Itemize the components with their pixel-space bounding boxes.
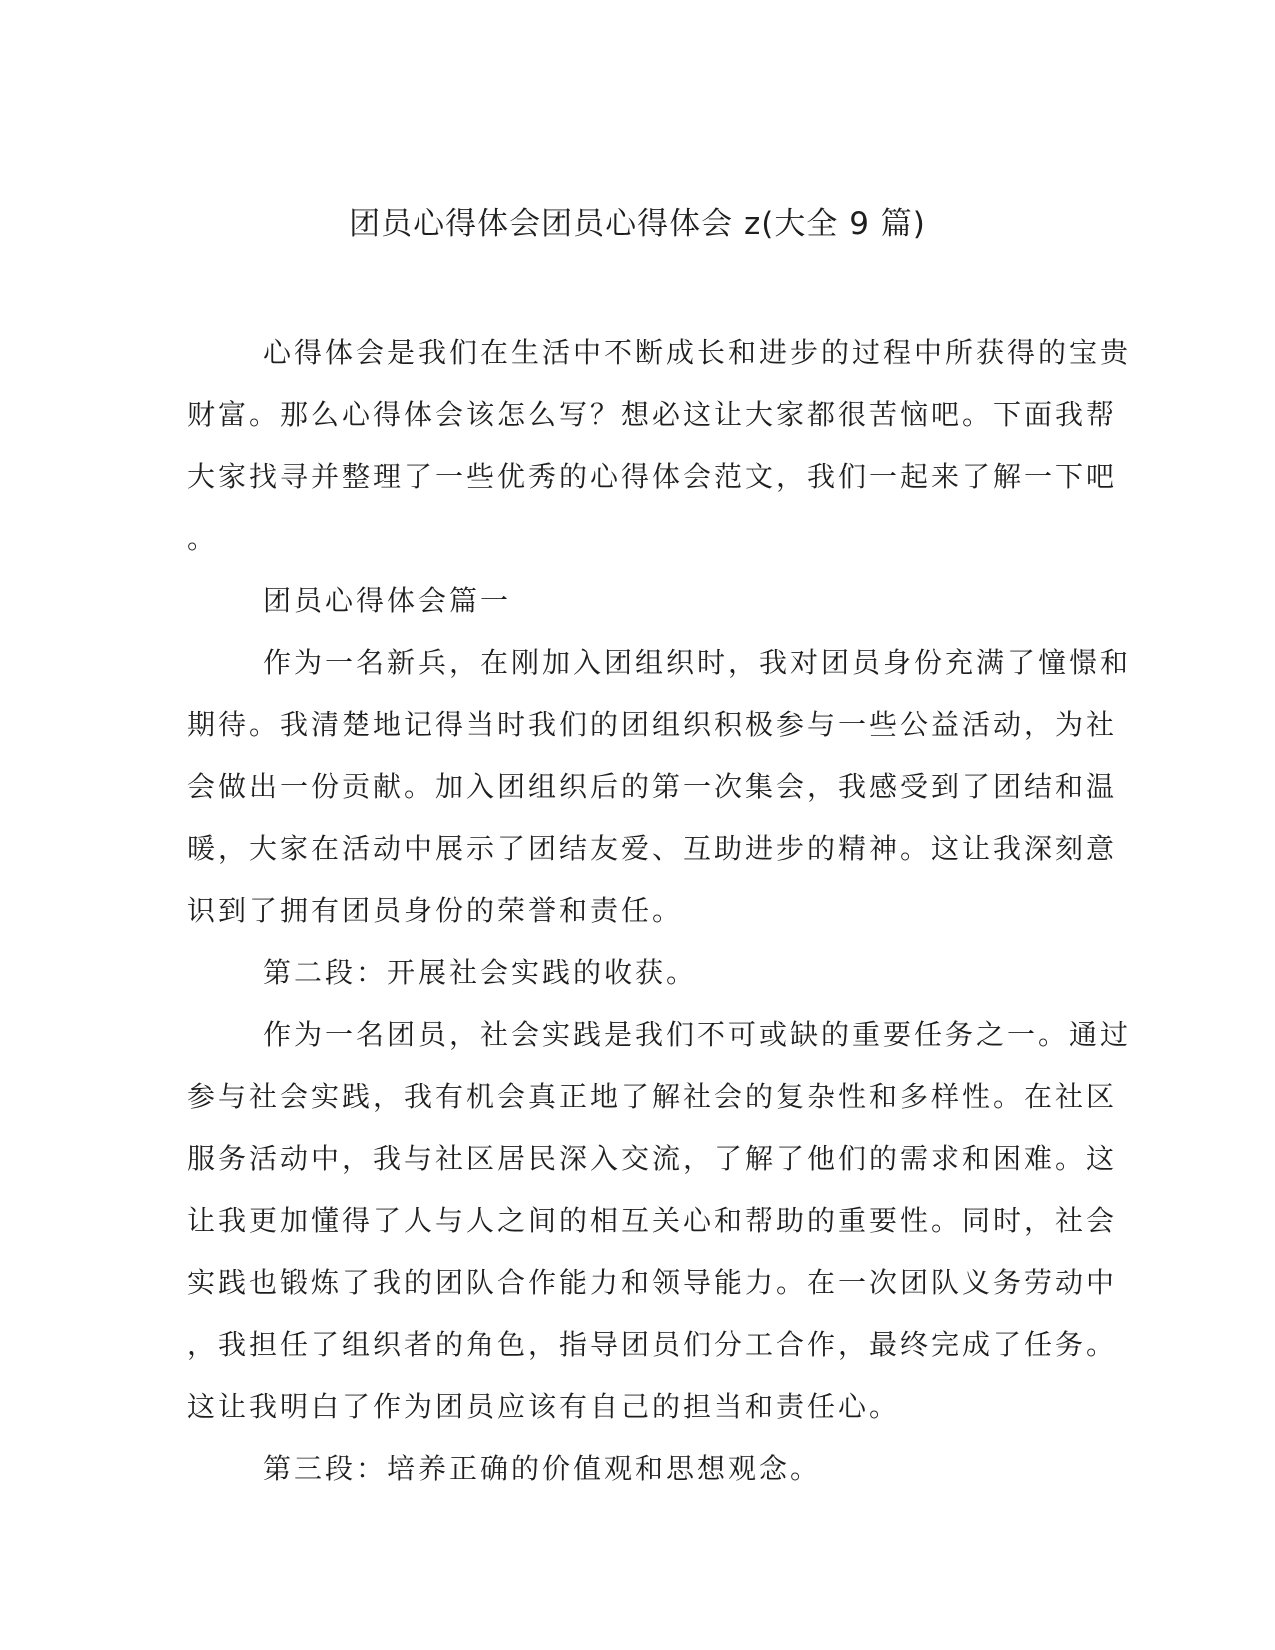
paragraph-line: 识到了拥有团员身份的荣誉和责任。 xyxy=(187,894,684,927)
paragraph-line: 会做出一份贡献。加入团组织后的第一次集会，我感受到了团结和温 xyxy=(187,770,1118,803)
paragraph-line: 作为一名团员，社会实践是我们不可或缺的重要任务之一。通过 xyxy=(263,1018,1132,1051)
section-heading: 第三段：培养正确的价值观和思想观念。 xyxy=(263,1452,822,1485)
section-heading: 团员心得体会篇一 xyxy=(263,584,512,617)
document-title: 团员心得体会团员心得体会 z(大全 9 篇) xyxy=(349,206,926,242)
paragraph-line: 这让我明白了作为团员应该有自己的担当和责任心。 xyxy=(187,1390,901,1423)
paragraph-line: 暖，大家在活动中展示了团结友爱、互助进步的精神。这让我深刻意 xyxy=(187,832,1118,865)
paragraph-line: 。 xyxy=(187,522,219,555)
document-body xyxy=(187,322,1132,1500)
paragraph-line: 参与社会实践，我有机会真正地了解社会的复杂性和多样性。在社区 xyxy=(187,1080,1118,1113)
paragraph-line: 作为一名新兵，在刚加入团组织时，我对团员身份充满了憧憬和 xyxy=(263,646,1132,679)
section-heading: 第二段：开展社会实践的收获。 xyxy=(263,956,698,989)
paragraph-line: 实践也锻炼了我的团队合作能力和领导能力。在一次团队义务劳动中 xyxy=(187,1266,1118,1299)
paragraph-line: 大家找寻并整理了一些优秀的心得体会范文，我们一起来了解一下吧 xyxy=(187,460,1118,493)
paragraph-line: 心得体会是我们在生活中不断成长和进步的过程中所获得的宝贵 xyxy=(263,336,1132,369)
paragraph-line: 服务活动中，我与社区居民深入交流，了解了他们的需求和困难。这 xyxy=(187,1142,1118,1175)
paragraph-line: 让我更加懂得了人与人之间的相互关心和帮助的重要性。同时，社会 xyxy=(187,1204,1118,1237)
paragraph-line: 期待。我清楚地记得当时我们的团组织积极参与一些公益活动，为社 xyxy=(187,708,1118,741)
paragraph-line: 财富。那么心得体会该怎么写？想必这让大家都很苦恼吧。下面我帮 xyxy=(187,398,1118,431)
paragraph-line: ，我担任了组织者的角色，指导团员们分工合作，最终完成了任务。 xyxy=(187,1328,1118,1361)
